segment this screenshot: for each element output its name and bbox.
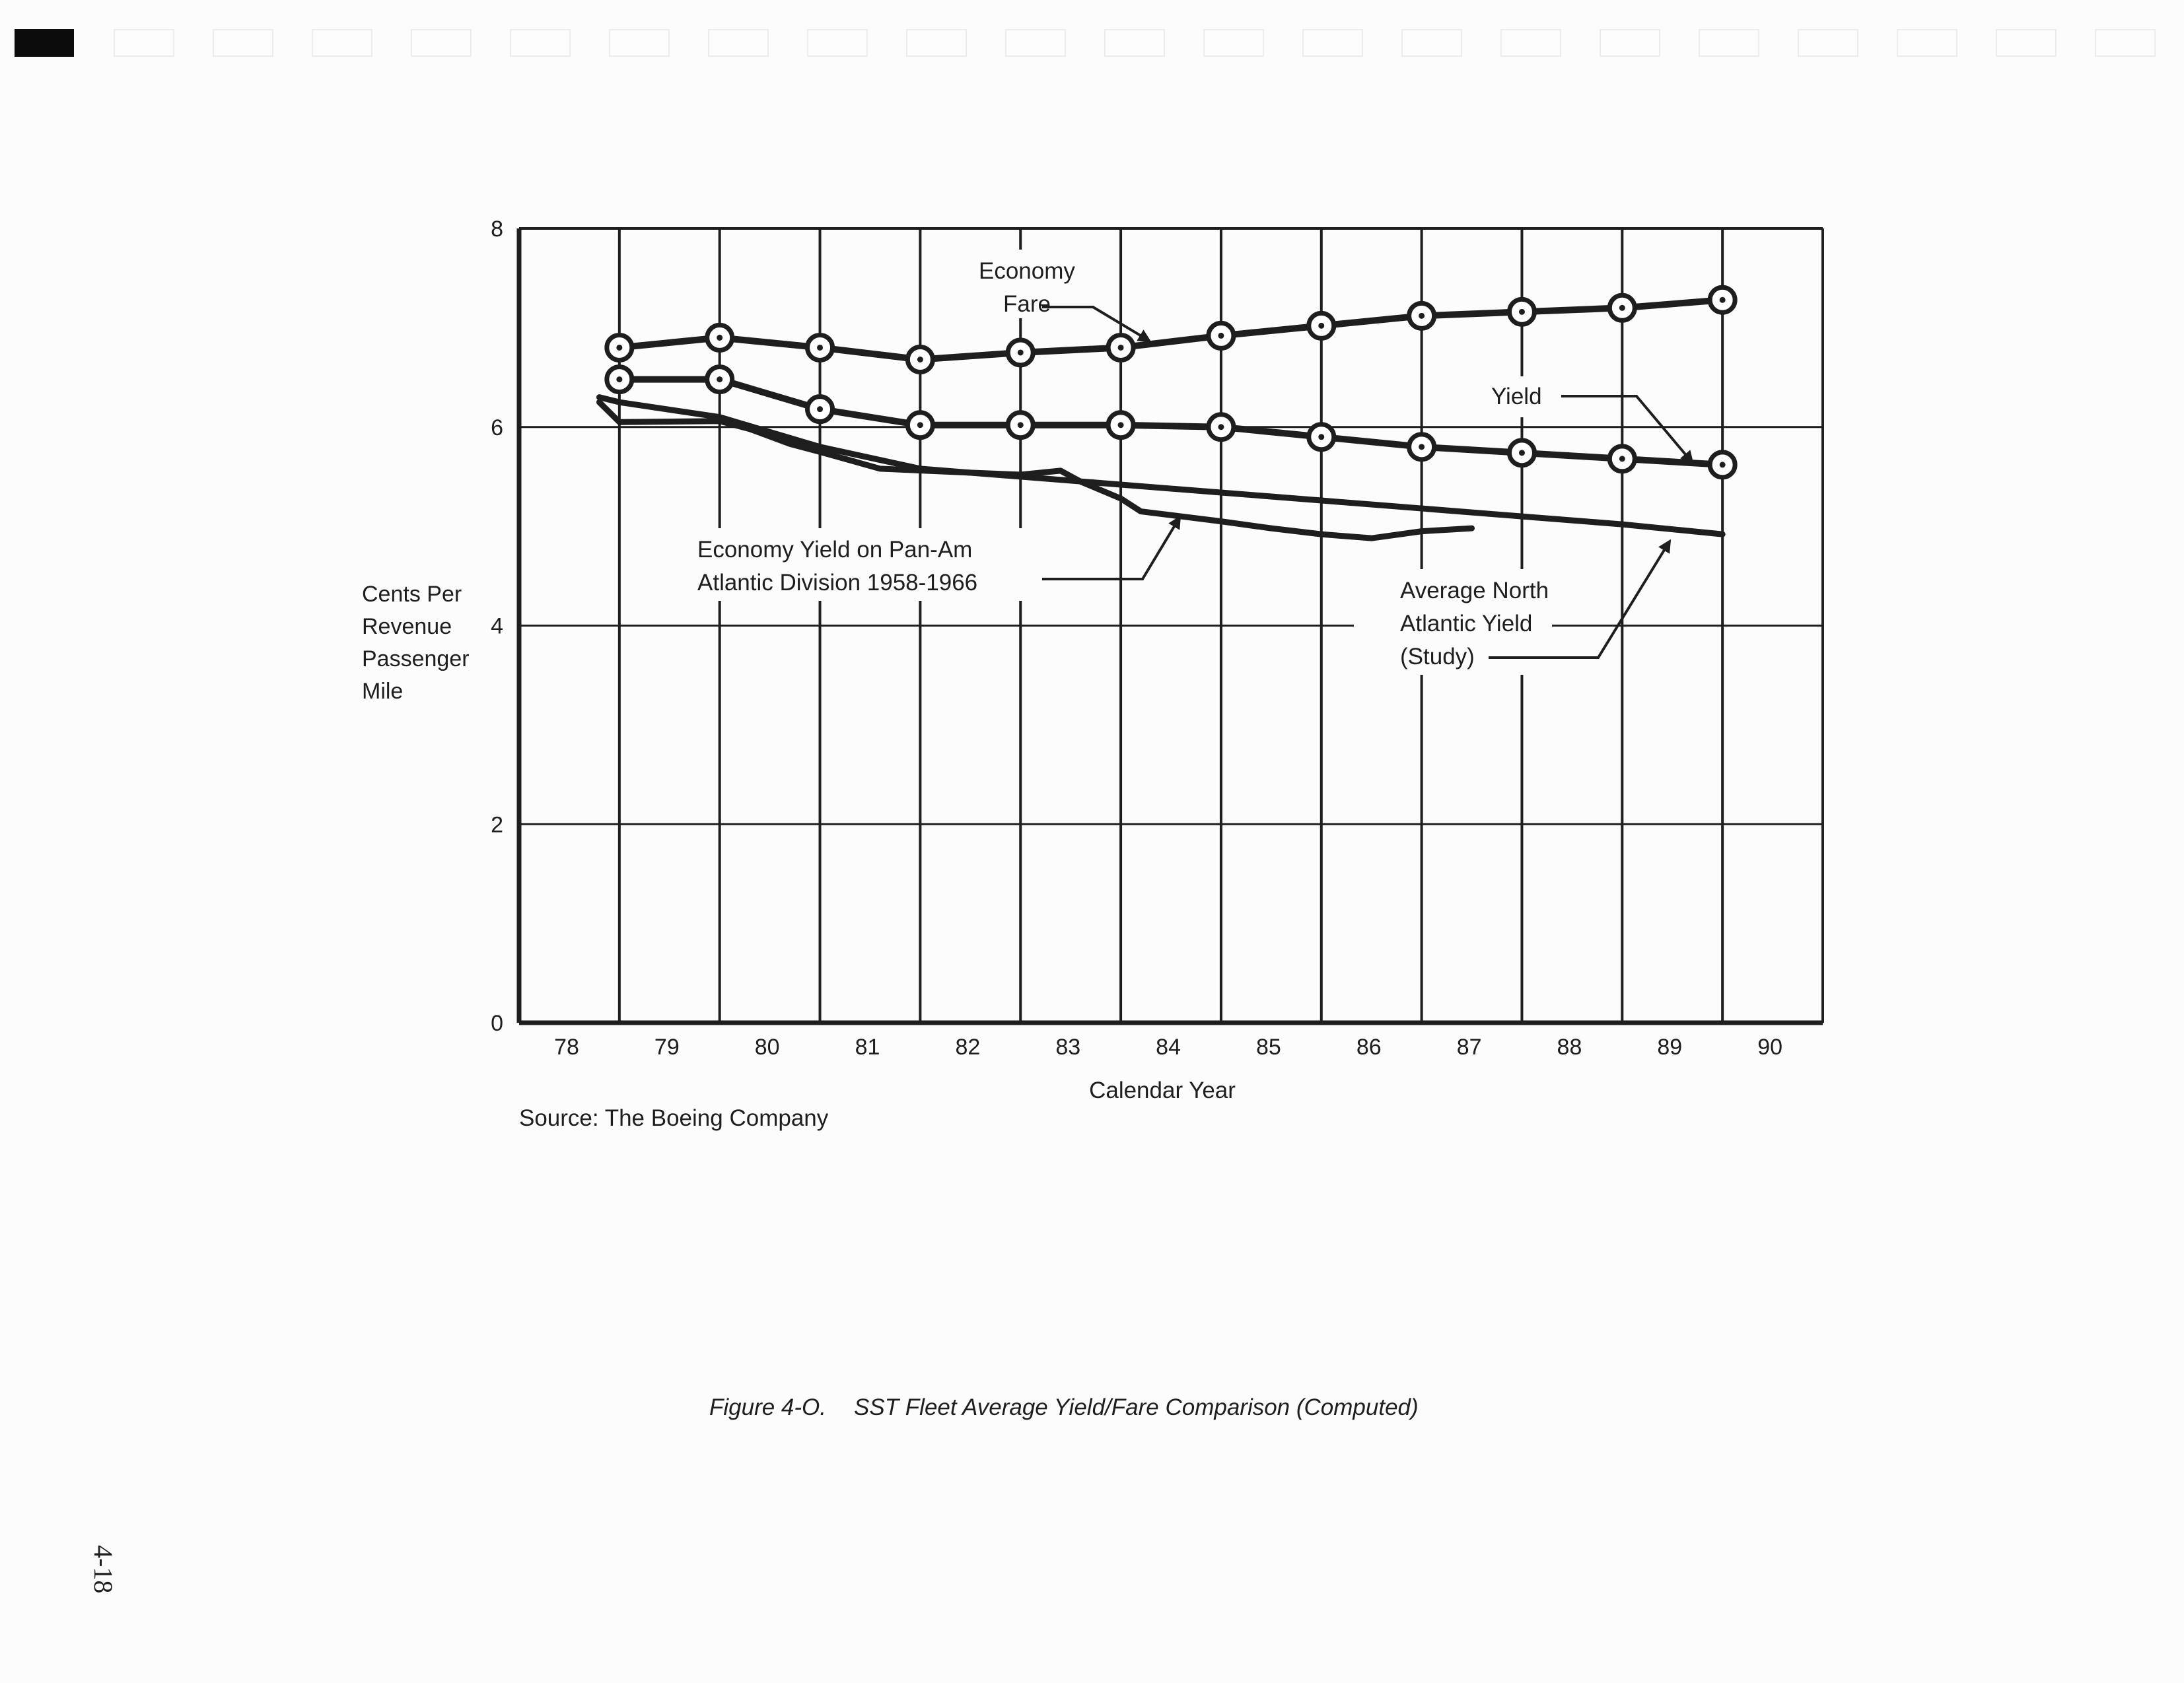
series-line [619,300,1722,359]
annotation-line: Atlantic Division 1958-1966 [697,570,978,596]
x-tick-label: 85 [1256,1035,1281,1060]
series-layer [599,287,1735,538]
data-point-center [1218,424,1224,430]
annotation-line: Average North [1400,578,1549,603]
data-point-center [616,345,622,351]
y-tick-label: 2 [491,812,503,838]
annotation-line: Economy [979,258,1075,284]
data-point-center [917,422,923,428]
annotation-leader-line [1042,518,1180,579]
data-point-center [1018,349,1024,355]
x-tick-label: 83 [1055,1035,1081,1060]
caption-label: Figure 4-O. [709,1394,826,1420]
y-axis-label-line: Mile [362,679,404,704]
annotation-line: (Study) [1400,644,1475,670]
data-point-center [1419,444,1425,450]
data-point-center [917,357,923,362]
x-tick-label: 87 [1456,1035,1482,1060]
annotation-line: Atlantic Yield [1400,611,1533,636]
annotation-line: Economy Yield on Pan-Am [697,537,973,563]
data-point-center [1419,313,1425,319]
data-point-center [1318,323,1324,329]
data-point-center [1720,297,1726,303]
figure-caption [709,1394,1419,1421]
y-axis-label-line: Passenger [362,646,470,671]
y-axis-label-line: Cents Per [362,582,462,607]
series-group [607,367,1735,477]
data-point-center [1118,422,1124,428]
caption-title: SST Fleet Average Yield/Fare Comparison (Computed) [854,1394,1419,1420]
data-point-center [1519,450,1525,456]
data-point-center [1720,462,1726,467]
data-point-center [1118,345,1124,351]
data-point-center [817,345,823,351]
x-tick-label: 79 [654,1035,680,1060]
data-point-center [1619,456,1625,462]
x-tick-label: 80 [754,1035,780,1060]
data-point-center [1018,422,1024,428]
y-tick-label: 0 [491,1011,503,1036]
data-point-center [1519,309,1525,315]
data-point-center [717,335,722,341]
y-tick-label: 8 [491,217,503,242]
data-point-center [1619,305,1625,311]
source-note: Source: The Boeing Company [519,1105,829,1131]
y-tick-label: 4 [491,613,503,639]
x-tick-label: 86 [1356,1035,1382,1060]
annotation-yield [1491,380,1542,413]
series-group [607,287,1735,372]
annotation-north-atlantic-yield [1400,574,1549,673]
annotation-line: Yield [1491,384,1542,409]
page-number: 4-18 [88,1545,118,1594]
annotation-pan-am-yield [697,533,977,600]
x-tick-label: 89 [1657,1035,1683,1060]
y-axis-label [362,578,470,708]
data-point-center [817,406,823,412]
y-tick-label: 6 [491,415,503,440]
x-tick-label: 78 [554,1035,579,1060]
data-point-center [616,376,622,382]
x-tick-label: 82 [955,1035,981,1060]
x-axis-label: Calendar Year [1089,1078,1236,1103]
data-point-center [1318,434,1324,440]
x-tick-label: 84 [1156,1035,1181,1060]
x-tick-label: 88 [1557,1035,1582,1060]
x-tick-label: 81 [855,1035,880,1060]
x-tick-label: 90 [1757,1035,1783,1060]
annotation-economy-fare [979,255,1075,321]
annotation-line: Fare [1003,291,1051,317]
data-point-center [1218,333,1224,339]
data-point-center [717,376,722,382]
y-axis-label-line: Revenue [362,614,452,639]
